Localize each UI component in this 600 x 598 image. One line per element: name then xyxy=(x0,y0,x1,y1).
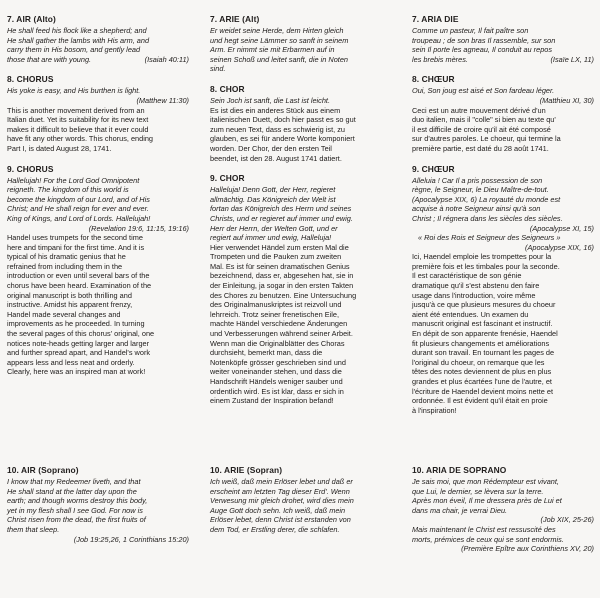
lyric-line: Er weidet seine Herde, dem Hirten gleich xyxy=(210,26,344,35)
lyric-line: Arm. Er nimmt sie mit Erbarmen auf in xyxy=(210,45,335,55)
body-line: dramatique qu'il s'est abstenu den faire xyxy=(412,281,540,291)
section-title: 8. CHORUS xyxy=(7,74,54,85)
section-title: 8. CHŒUR xyxy=(412,74,455,85)
body-line: première fois et les timbales pour la seconde. xyxy=(412,261,560,271)
lyric-line: sind. xyxy=(210,64,226,74)
lyric-line xyxy=(7,55,189,65)
lyric-line: earth; and though worms destroy this body, xyxy=(7,496,148,506)
section-7-de xyxy=(210,14,392,74)
section-title: 9. CHOR xyxy=(210,173,245,184)
section-9-fr xyxy=(412,164,594,416)
body-line: refrained from including them in the xyxy=(7,261,123,271)
lyric-line: Verwesung mir gleich drohet, wird dies mein xyxy=(210,496,354,506)
body-line: ordonnée. Il est évident qu'il était en proie xyxy=(412,396,548,406)
lyric-line: erscheint am letzten Tag dieser Erd'. Wenn xyxy=(210,486,350,496)
section-title: 8. CHOR xyxy=(210,83,245,94)
lyric-line: Christ risen from the dead, the first fruits of xyxy=(7,515,146,525)
body-line: des Originalmanuskriptes ist reizvoll und xyxy=(210,300,342,310)
lyric-line: Halleluja! Denn Gott, der Herr, regieret xyxy=(210,185,336,195)
lyric-line: them that sleep. xyxy=(7,524,60,534)
scripture-ref: (Apocalypse XI, 15) xyxy=(529,223,594,233)
english-column-lower xyxy=(7,465,189,554)
body-line: bezeichnend, dass er, abgesehen hat, sie in xyxy=(210,271,354,281)
body-line: the several pages of this chorus' original, one xyxy=(7,329,155,339)
section-title: 9. CHŒUR xyxy=(412,163,455,174)
body-line: Ici, Haendel emploie les trompettes pour la xyxy=(412,252,552,262)
body-line: worden. Der Chor, der den ersten Teil xyxy=(210,143,332,153)
body-line: zum neuen Text, dass es schwierig ist, zu xyxy=(210,124,345,134)
lyric-line: (Apocalypse XIX, 6) La royauté du monde est xyxy=(412,194,561,204)
scripture-ref: (Apocalypse XIX, 16) xyxy=(525,242,594,252)
lyric-line: Christs, und er regieret auf immer und ewig. xyxy=(210,213,353,223)
english-column xyxy=(7,14,189,387)
lyric-line: King of Kings, and Lord of Lords. Hallelujah! xyxy=(7,213,151,223)
body-line: This is another movement derived from an xyxy=(7,105,145,115)
body-line: têtes des notes deviennent de plus en plus xyxy=(412,367,552,377)
lyric-line: « Roi des Rois et Seigneur des Seigneurs » xyxy=(418,233,561,243)
lyric-line: Erlöser lebet, denn Christ ist erstanden von xyxy=(210,515,351,525)
body-line: il est difficile de croire qu'il ait été composé xyxy=(412,124,551,134)
section-title: 7. AIR (Alto) xyxy=(7,14,56,24)
body-line: beendet, ist den 28. August 1741 datiert. xyxy=(210,153,342,163)
body-line: Hier verwendet Händel zum ersten Mal die xyxy=(210,242,349,252)
lyric-line: I know that my Redeemer liveth, and that xyxy=(7,477,141,486)
scripture-ref: (Isaiah 40:11) xyxy=(144,54,189,64)
section-8-fr xyxy=(412,74,594,153)
body-line: improvements as he proceeded. In turning xyxy=(7,319,145,329)
body-line: weiter voneinander stehen, und dass die xyxy=(210,367,342,377)
scripture-ref: (Job XIX, 25-26) xyxy=(540,515,594,525)
body-line: introduction or even until several bars of the xyxy=(7,271,150,281)
lyric-line: become the kingdom of our Lord, and of His xyxy=(7,194,150,204)
body-line: durant son travail. En tournant les pages de xyxy=(412,348,555,358)
lyric-line: Après mon éveil, Il me dressera près de Lui et xyxy=(412,496,562,506)
lyric-text: les brebis mères. xyxy=(412,54,468,64)
scripture-ref: (Job 19:25,26, 1 Corinthians 15:20) xyxy=(73,534,189,544)
lyric-line: und hegt seine Lämmer so sanft in seinem xyxy=(210,35,349,45)
section-10-de xyxy=(210,465,392,535)
lyric-line: Oui, Son joug est aisé et Son fardeau léger. xyxy=(412,86,555,96)
body-line: Notenköpfe grösser geschrieben sind und xyxy=(210,357,346,367)
body-line: Ceci est un autre mouvement dérivé d'un xyxy=(412,105,546,115)
body-line: Es ist dies ein anderes Stück aus einem xyxy=(210,105,341,115)
lyric-line: Comme un pasteur, Il fait paître son xyxy=(412,26,529,35)
lyric-line: sein Il porte les agneau, Il conduit au repos xyxy=(412,45,553,55)
body-line: l'original du choeur, on remarque que les xyxy=(412,357,545,367)
lyric-line: allmächtig. Das Königreich der Welt ist xyxy=(210,194,336,204)
body-line: lehrreich. Trotz seiner frenetischen Eile, xyxy=(210,309,339,319)
body-line: des Chores zu benutzen. Eine Untersuchung xyxy=(210,290,357,300)
body-line: En dépit de son apparente frenésie, Haendel xyxy=(412,329,558,339)
scripture-ref: (Matthew 11:30) xyxy=(136,95,189,105)
lyric-line: Je sais moi, que mon Rédempteur est vivant, xyxy=(412,477,559,486)
lyric-line: regiert auf immer und ewig, Halleluja! xyxy=(210,233,332,243)
body-line: Italian duet. Yet its suitability for its new text xyxy=(7,115,149,125)
body-line: fit plusieurs changements et améliorations xyxy=(412,338,550,348)
body-line: glauben, es sei für andere Worte komponiert xyxy=(210,134,355,144)
body-line: italienischen Duett, doch hier passt es so gut xyxy=(210,115,356,125)
lyric-line: He shall stand at the latter day upon the xyxy=(7,486,137,496)
lyric-line: Alleluia ! Car Il a pris possession de son xyxy=(412,175,543,185)
section-title: 10. ARIA DE SOPRANO xyxy=(412,465,507,475)
lyric-line: dans ma chair, je verrai Dieu. xyxy=(412,505,508,515)
body-line: usage dans l'introduction, voire même xyxy=(412,290,536,300)
section-title: 10. AIR (Soprano) xyxy=(7,465,79,475)
section-8-de xyxy=(210,84,392,163)
scripture-ref: (Première Epître aux Corinthiens XV, 20) xyxy=(461,544,594,554)
lyric-line: fortan das Königreich des Herrn und seines xyxy=(210,204,352,214)
body-line: instructive. Amidst his apparent frenzy, xyxy=(7,300,133,310)
section-title: 7. ARIE (Alt) xyxy=(210,14,260,24)
body-line: einem Zustand der Inspiration befand! xyxy=(210,396,334,406)
lyric-line: carry them in His bosom, and gently lead xyxy=(7,45,141,55)
body-line: und Verbesserungen während seiner Arbeit. xyxy=(210,329,353,339)
section-9-de xyxy=(210,173,392,406)
body-line: Handel uses trumpets for the second time xyxy=(7,233,143,243)
body-line: sur d'autres paroles. Le choeur, qui termine la xyxy=(412,134,561,144)
body-line: here and timpani for the first time. And it is xyxy=(7,242,145,252)
body-line: l'écriture de Haendel devient moins nette et xyxy=(412,386,554,396)
section-8-en xyxy=(7,74,189,153)
scripture-ref: (Revelation 19:6, 11:15, 19:16) xyxy=(88,223,189,233)
lyric-line: seinen Schoß und leitet sanft, die in Noten xyxy=(210,54,348,64)
french-column xyxy=(412,14,594,425)
lyric-line: Christ ; Il régnera dans les siècles des siècles. xyxy=(412,213,563,223)
lyric-line: He shall gather the lambs with His arm, and xyxy=(7,35,150,45)
body-line: notices note-heads getting larger and larger xyxy=(7,338,150,348)
lyric-line: Auge Gott doch sehn. Ich weiß, daß mein xyxy=(210,505,346,515)
body-line: makes it difficult to believe that it ever could xyxy=(7,124,149,134)
section-10-en xyxy=(7,465,189,544)
section-title: 9. CHORUS xyxy=(7,163,54,174)
body-line: grandes et plus écartées l'une de l'autre, et xyxy=(412,377,552,386)
lyric-line: que Lui, le dernier, se lèvera sur la terre. xyxy=(412,486,544,496)
lyric-line: Sein Joch ist sanft, die Last ist leicht. xyxy=(210,95,331,105)
lyric-line: Ich weiß, daß mein Erlöser lebet und daß er xyxy=(210,477,353,486)
lyric-line xyxy=(412,55,594,65)
body-line: der Einleitung, ja sogar in den ersten Takten xyxy=(210,281,354,291)
body-line: Part I, is dated August 28, 1741. xyxy=(7,143,112,153)
lyric-line: Herr der Herrn, der Welten Gott, und er xyxy=(210,223,338,233)
section-10-fr xyxy=(412,465,594,554)
body-line: typical of his dramatic genius that he xyxy=(7,252,126,262)
french-column-lower xyxy=(412,465,594,564)
body-line: aient été entendues. Un examen du xyxy=(412,309,529,319)
body-line: machte Händel verschiedene Änderungen xyxy=(210,319,348,329)
section-title: 7. ARIA DIE xyxy=(412,14,459,24)
lyric-line: Mais maintenant le Christ est ressuscité des xyxy=(412,524,556,534)
section-9-en xyxy=(7,164,189,377)
body-line: manuscrit original est fascinant et instructif. xyxy=(412,319,553,329)
body-line: Wenn man die Originalblätter des Choras xyxy=(210,338,345,348)
lyric-line: règne, le Seigneur, le Dieu Maître-de-tout. xyxy=(412,185,549,195)
section-7-fr xyxy=(412,14,594,64)
body-line: à l'inspiration! xyxy=(412,405,457,415)
body-line: Handel made several changes and xyxy=(7,309,121,319)
body-line: appears less and less neat and orderly. xyxy=(7,357,135,367)
german-column xyxy=(210,14,392,416)
lyric-line: yet in my flesh shall I see God. For now is xyxy=(7,505,143,515)
scripture-ref: (Isaïe LX, 11) xyxy=(550,54,594,64)
body-line: Mal. Es ist für seinen dramatischen Genius xyxy=(210,261,350,271)
body-line: Handschrift Händels weniger sauber und xyxy=(210,377,343,386)
lyric-line: troupeau ; de son bras Il rassemble, sur son xyxy=(412,35,556,45)
lyric-text: those that are with young. xyxy=(7,54,92,64)
body-line: Trompeten und die Pauken zum zweiten xyxy=(210,252,342,262)
lyric-line: His yoke is easy, and His burthen is light. xyxy=(7,86,141,96)
lyric-line: morts, prémices de ceux qui se sont endormis. xyxy=(412,534,564,544)
scripture-ref: (Matthieu XI, 30) xyxy=(539,95,594,105)
lyric-line: He shall feed his flock like a shepherd; and xyxy=(7,26,147,35)
body-line: durchsieht, bemerkt man, dass die xyxy=(210,348,323,358)
section-title: 10. ARIE (Sopran) xyxy=(210,465,283,475)
lyric-line: reigneth. The kingdom of this world is xyxy=(7,185,129,195)
lyric-line: Christ; and He shall reign for ever and ever. xyxy=(7,204,149,214)
body-line: and further spread apart, and Handel's work xyxy=(7,348,151,358)
german-column-lower xyxy=(210,465,392,545)
body-line: chorus have been heard. Examination of the xyxy=(7,281,152,291)
body-line: première partie, est daté du 28 août 1741. xyxy=(412,143,549,153)
body-line: ordentlich wird. Es ist klar, dass er sich in xyxy=(210,386,344,396)
section-7-en xyxy=(7,14,189,64)
body-line: jusqu'à ce que plusieurs mesures du choeur xyxy=(412,300,556,310)
body-line: Il est caractéristique de son génie xyxy=(412,271,522,281)
body-line: duo italien, mais il "colle" si bien au texte qu' xyxy=(412,115,556,125)
body-line: original manuscript is both thrilling and xyxy=(7,290,132,300)
body-line: have fit any other words. This chorus, ending xyxy=(7,134,154,144)
body-line: Clearly, here was an inspired man at work! xyxy=(7,367,146,377)
lyric-line: Hallelujah! For the Lord God Omnipotent xyxy=(7,175,140,185)
lyric-line: acquise à notre Seigneur ainsi qu'à son xyxy=(412,204,541,214)
lyric-line: dem Tod, er Erstling derer, die schlafen. xyxy=(210,524,340,534)
